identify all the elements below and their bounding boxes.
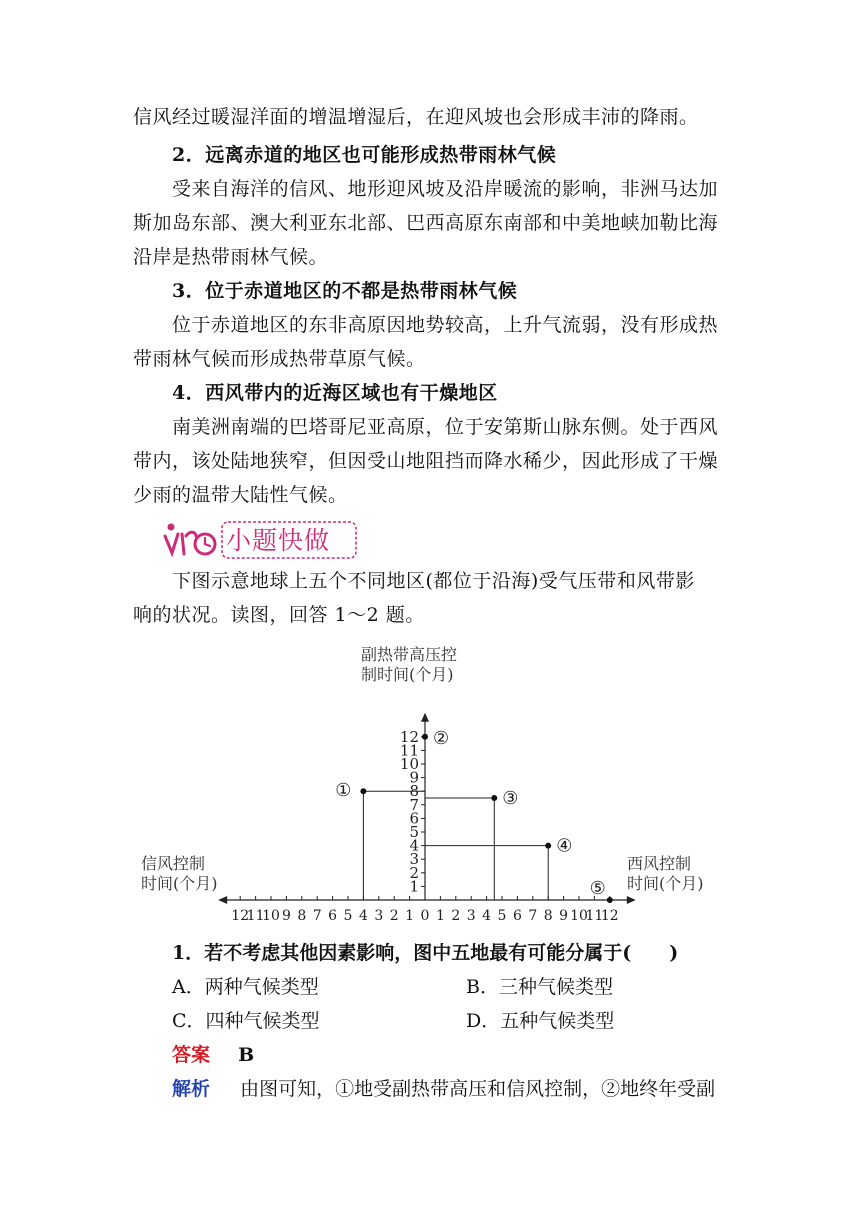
y-tick-label: 12 (399, 727, 419, 746)
answer-row (172, 1043, 254, 1067)
x-tick-label: 5 (343, 908, 353, 924)
paragraph-line: 斯加岛东部、澳大利亚东北部、巴西高原东南部和中美地峡加勒比海 (133, 212, 719, 234)
section-badge-label: 小题快做 (226, 526, 331, 555)
data-point (545, 843, 551, 849)
y-tick-label: 6 (409, 809, 419, 828)
x-tick-label: 10 (570, 908, 588, 924)
paragraph-line: 带内，该处陆地狭窄，但因受山地阻挡而降水稀少，因此形成了干燥 (133, 450, 719, 472)
x-axis-arrow-right (627, 896, 636, 904)
explanation-label: 解析 (172, 1078, 211, 1100)
heading-text: 西风带内的近海区域也有干燥地区 (205, 382, 498, 404)
x-tick-label: 11 (246, 908, 265, 924)
answer-value: B (238, 1044, 255, 1066)
y-tick-label: 10 (399, 755, 419, 773)
section-heading-2 (172, 143, 772, 167)
option-c: C．四种气候类型 (172, 1010, 320, 1032)
x-tick-label: 1 (405, 908, 415, 924)
option-b: B．三种气候类型 (466, 976, 613, 998)
x-axis-arrow-left (218, 896, 227, 904)
y-tick-label: 8 (409, 782, 419, 801)
option-d: D．五种气候类型 (466, 1010, 615, 1032)
x-tick-label: 4 (482, 908, 492, 924)
paragraph-line: 信风经过暖湿洋面的增温增湿后，在迎风坡也会形成丰沛的降雨。 (133, 106, 699, 128)
x-tick-label: 11 (585, 908, 604, 924)
x-axis-right-label-line1: 西风控制 (627, 854, 692, 873)
explanation-text: 由图可知，①地受副热带高压和信风控制，②地终年受副 (240, 1078, 716, 1100)
paragraph-line: 南美洲南端的巴塔哥尼亚高原，位于安第斯山脉东侧。处于西风 (172, 416, 719, 438)
data-point (422, 734, 428, 740)
y-tick-label: 1 (409, 877, 419, 896)
y-axis-label-line2: 制时间(个月) (361, 665, 454, 684)
data-point (607, 897, 613, 903)
data-point (491, 795, 497, 801)
answer-label: 答案 (172, 1044, 211, 1066)
y-tick-label: 4 (409, 836, 419, 855)
y-axis-arrow (421, 713, 429, 722)
x-tick-label-origin: 0 (420, 908, 430, 924)
paragraph-line: 沿岸是热带雨林气候。 (133, 246, 329, 268)
x-tick-label: 2 (389, 908, 399, 924)
x-tick-label: 10 (262, 908, 280, 924)
paragraph-line: 带雨林气候而形成热带草原气候。 (133, 348, 426, 370)
y-tick-label: 5 (409, 823, 419, 841)
paragraph-line: 位于赤道地区的东非高原因地势较高，上升气流弱，没有形成热 (172, 314, 719, 336)
data-point (360, 788, 366, 794)
pressure-wind-chart (125, 632, 704, 924)
y-tick-label: 3 (409, 850, 419, 869)
x-tick-label: 2 (451, 908, 461, 924)
x-tick-label: 1 (435, 908, 445, 924)
x-tick-label: 9 (559, 908, 569, 924)
x-tick-label: 8 (297, 908, 307, 924)
heading-text: 远离赤道的地区也可能形成热带雨林气候 (205, 144, 557, 166)
heading-number: 3． (172, 280, 206, 302)
heading-text: 位于赤道地区的不都是热带雨林气候 (205, 280, 518, 302)
x-axis-left-label-line1: 信风控制 (141, 854, 206, 873)
heading-number: 2． (172, 144, 206, 166)
paragraph-line: 受来自海洋的信风、地形迎风坡及沿岸暖流的影响，非洲马达加 (172, 178, 719, 200)
x-tick-label: 7 (312, 908, 322, 924)
y-axis-label-line1: 副热带高压控 (361, 645, 458, 664)
x-tick-label: 6 (512, 908, 522, 924)
x-axis-left-label-line2: 时间(个月) (141, 874, 218, 893)
y-tick-label: 7 (409, 795, 419, 814)
x-tick-label: 8 (543, 908, 553, 924)
x-axis-right-label-line2: 时间(个月) (627, 874, 704, 893)
data-point-label: ⑤ (589, 878, 606, 899)
intro-line: 响的状况。读图，回答 1～2 题。 (133, 604, 425, 626)
y-tick-label: 9 (409, 768, 419, 787)
data-point-label: ③ (502, 788, 519, 809)
section-heading-4 (172, 381, 772, 405)
intro-line: 下图示意地球上五个不同地区(都位于沿海)受气压带和风带影 (172, 570, 695, 592)
x-tick-label: 12 (600, 908, 619, 924)
y-tick-label: 2 (409, 863, 419, 882)
x-tick-label: 3 (466, 908, 476, 924)
heading-number: 4． (172, 382, 206, 404)
x-tick-label: 6 (328, 908, 338, 924)
section-heading-3 (172, 279, 772, 303)
y-tick-label: 11 (399, 741, 419, 760)
x-tick-label: 7 (528, 908, 538, 924)
chalkboard-clock-icon (165, 524, 215, 555)
x-tick-label: 5 (497, 908, 507, 924)
data-point-label: ① (335, 780, 352, 802)
x-tick-label: 4 (358, 908, 368, 924)
explanation-row (172, 1077, 715, 1101)
paragraph-line: 少雨的温带大陆性气候。 (133, 484, 348, 506)
data-point-label: ② (433, 727, 450, 749)
x-tick-label: 12 (231, 908, 250, 924)
x-tick-label: 3 (374, 908, 384, 924)
option-a: A．两种气候类型 (172, 976, 319, 998)
data-point-label: ④ (556, 835, 573, 857)
question-stem: 1．若不考虑其他因素影响，图中五地最有可能分属于( ) (172, 942, 679, 964)
x-tick-label: 9 (281, 908, 291, 924)
